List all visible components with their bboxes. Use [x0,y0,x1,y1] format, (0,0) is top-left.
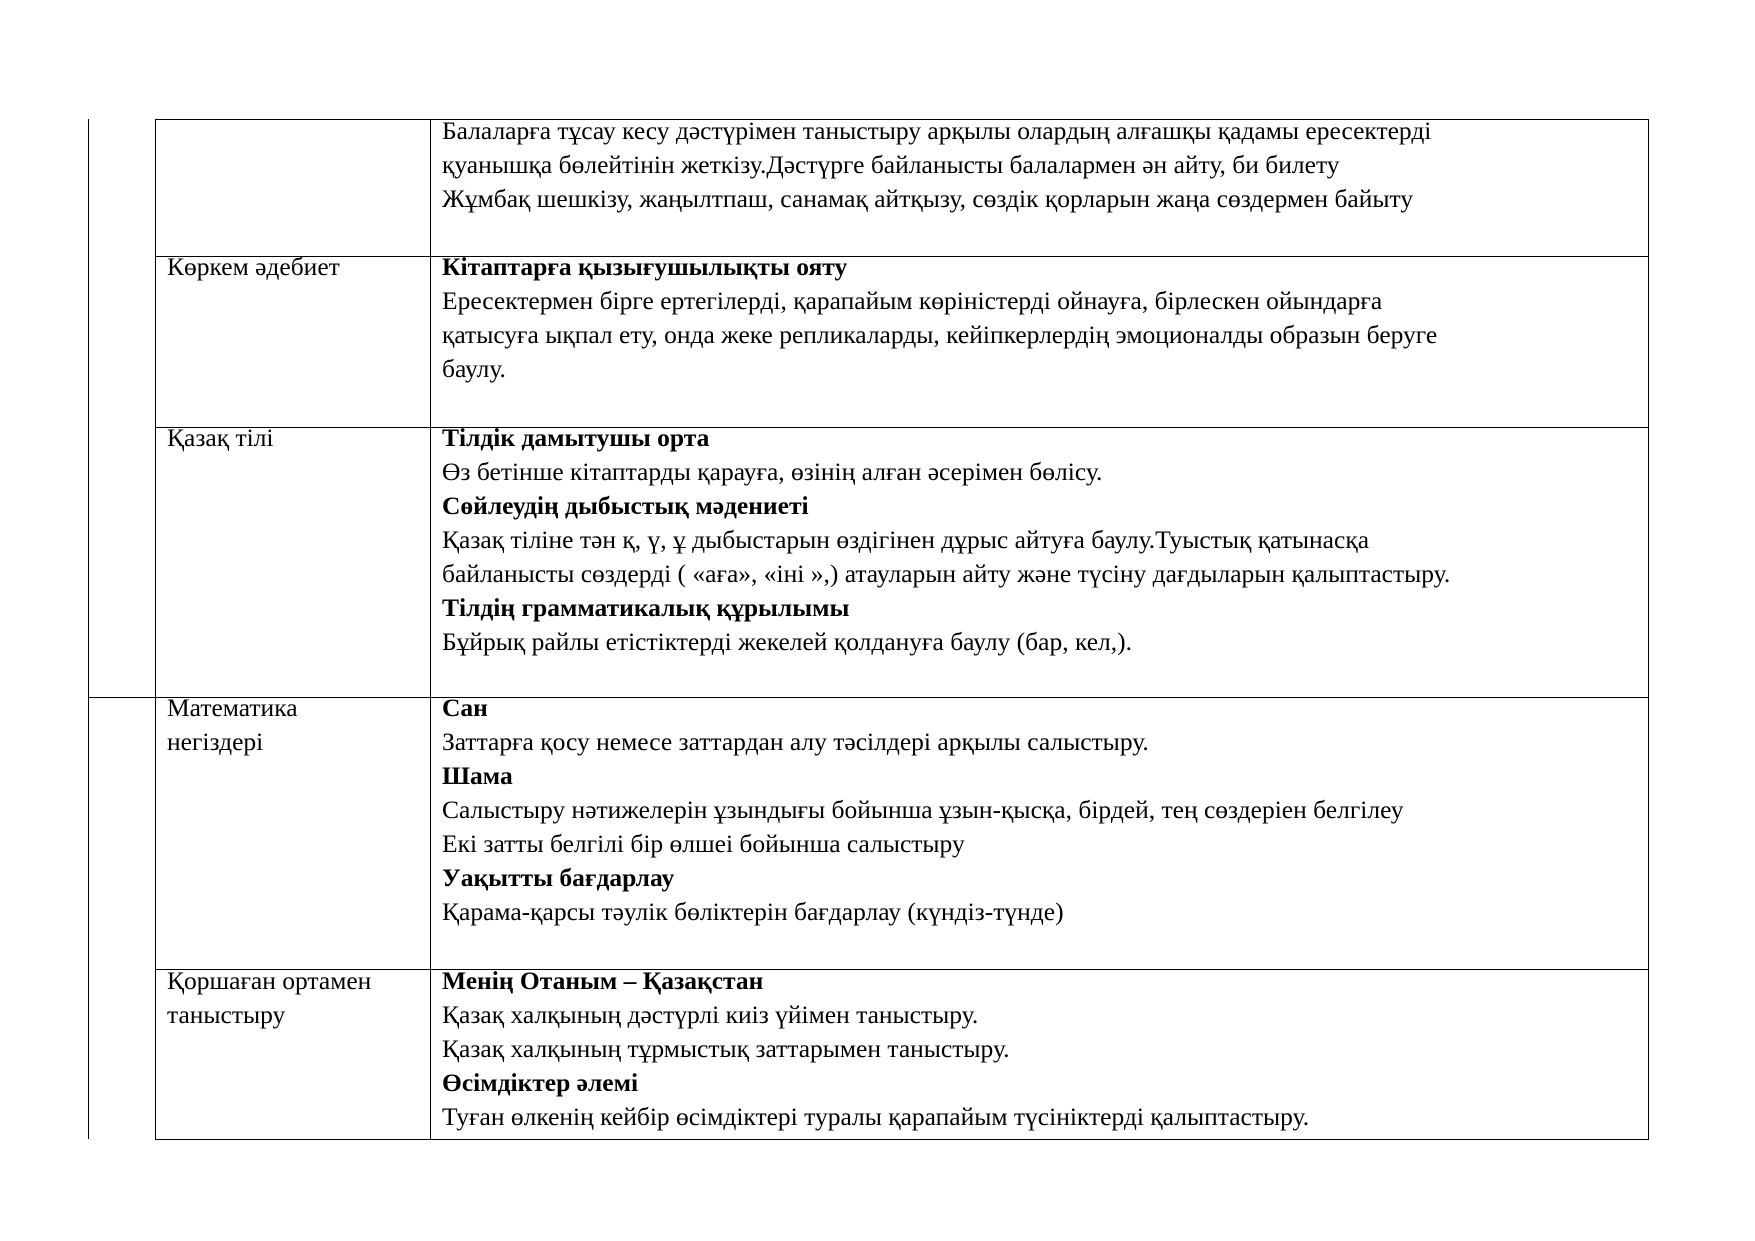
content-line: Қарама-қарсы тәулік бөліктерін бағдарлау (күндіз-түнде) [442,897,1064,926]
table-row-border [155,427,1649,428]
table-border-left [155,119,156,1139]
content-heading: Уақытты бағдарлау [442,863,675,892]
content-line: байланысты сөздерді ( «аға», «іні »,) атауларын айту және түсіну дағдыларын қалыптастыру. [442,559,1451,588]
content-heading: Тілдік дамытушы орта [442,423,710,452]
table-border-bottom [155,1139,1649,1140]
content-line: Туған өлкенің кейбір өсімдіктері туралы қарапайым түсініктерді қалыптастыру. [442,1102,1310,1131]
table-border-right [1648,119,1649,1139]
content-heading: Менің Отаным – Қазақстан [442,966,764,995]
table-column-divider [430,119,431,1139]
table-row-border [155,256,1649,257]
margin-rule-tick [88,697,155,698]
content-line: қуанышқа бөлейтінін жеткізу.Дәстүрге байланысты балалармен ән айту, би билету [442,150,1340,179]
content-line: Қазақ тіліне тән қ, ү, ұ дыбыстарын өздігінен дұрыс айтуға баулу.Туыстық қатынасқа [442,525,1370,554]
subject-label: Қазақ тілі [167,423,274,452]
subject-label: Математика [167,693,298,722]
content-heading: Тілдің грамматикалық құрылымы [442,593,850,622]
content-heading: Сөйлеудің дыбыстық мәдениеті [442,491,809,520]
content-line: Жұмбақ шешкізу, жаңылтпаш, санамақ айтқызу, сөздік қорларын жаңа сөздермен байыту [442,184,1414,213]
content-line: Заттарға қосу немесе заттардан алу тәсілдері арқылы салыстыру. [442,727,1149,756]
content-line: қатысуға ықпал ету, онда жеке репликаларды, кейіпкерлердің эмоционалды образын беруге [442,320,1438,349]
content-line: Қазақ халқының дәстүрлі киіз үйімен таныстыру. [442,1000,979,1029]
table-row-border [155,697,1649,698]
content-line: Салыстыру нәтижелерін ұзындығы бойынша ұзын-қысқа, бірдей, тең сөздеріен белгілеу [442,795,1404,824]
subject-label: таныстыру [167,1000,286,1029]
content-line: Балаларға тұсау кесу дәстүрімен таныстыру арқылы олардың алғашқы қадамы ересектерді [442,116,1432,145]
content-line: Ересектермен бірге ертегілерді, қарапайым көріністерді ойнауға, бірлескен ойындарға [442,286,1383,315]
subject-label: Қоршаған ортамен [167,966,372,995]
content-line: баулу. [442,354,506,383]
content-heading: Шама [442,761,513,790]
content-line: Қазақ халқының тұрмыстық заттарымен таныстыру. [442,1034,1010,1063]
content-heading: Өсімдіктер әлемі [442,1068,639,1097]
table-row-border [155,969,1649,970]
content-line: Өз бетінше кітаптарды қарауға, өзінің алған әсерімен бөлісу. [442,457,1103,486]
subject-label: Көркем әдебиет [167,252,340,281]
content-line: Екі затты белгілі бір өлшеі бойынша салыстыру [442,829,965,858]
content-heading: Сан [442,693,488,722]
content-heading: Кітаптарға қызығушылықты ояту [442,252,848,281]
subject-label: негіздері [167,727,264,756]
margin-rule [88,119,89,1139]
content-line: Бұйрық райлы етістіктерді жекелей қолдануға баулу (бар, кел,). [442,627,1132,656]
